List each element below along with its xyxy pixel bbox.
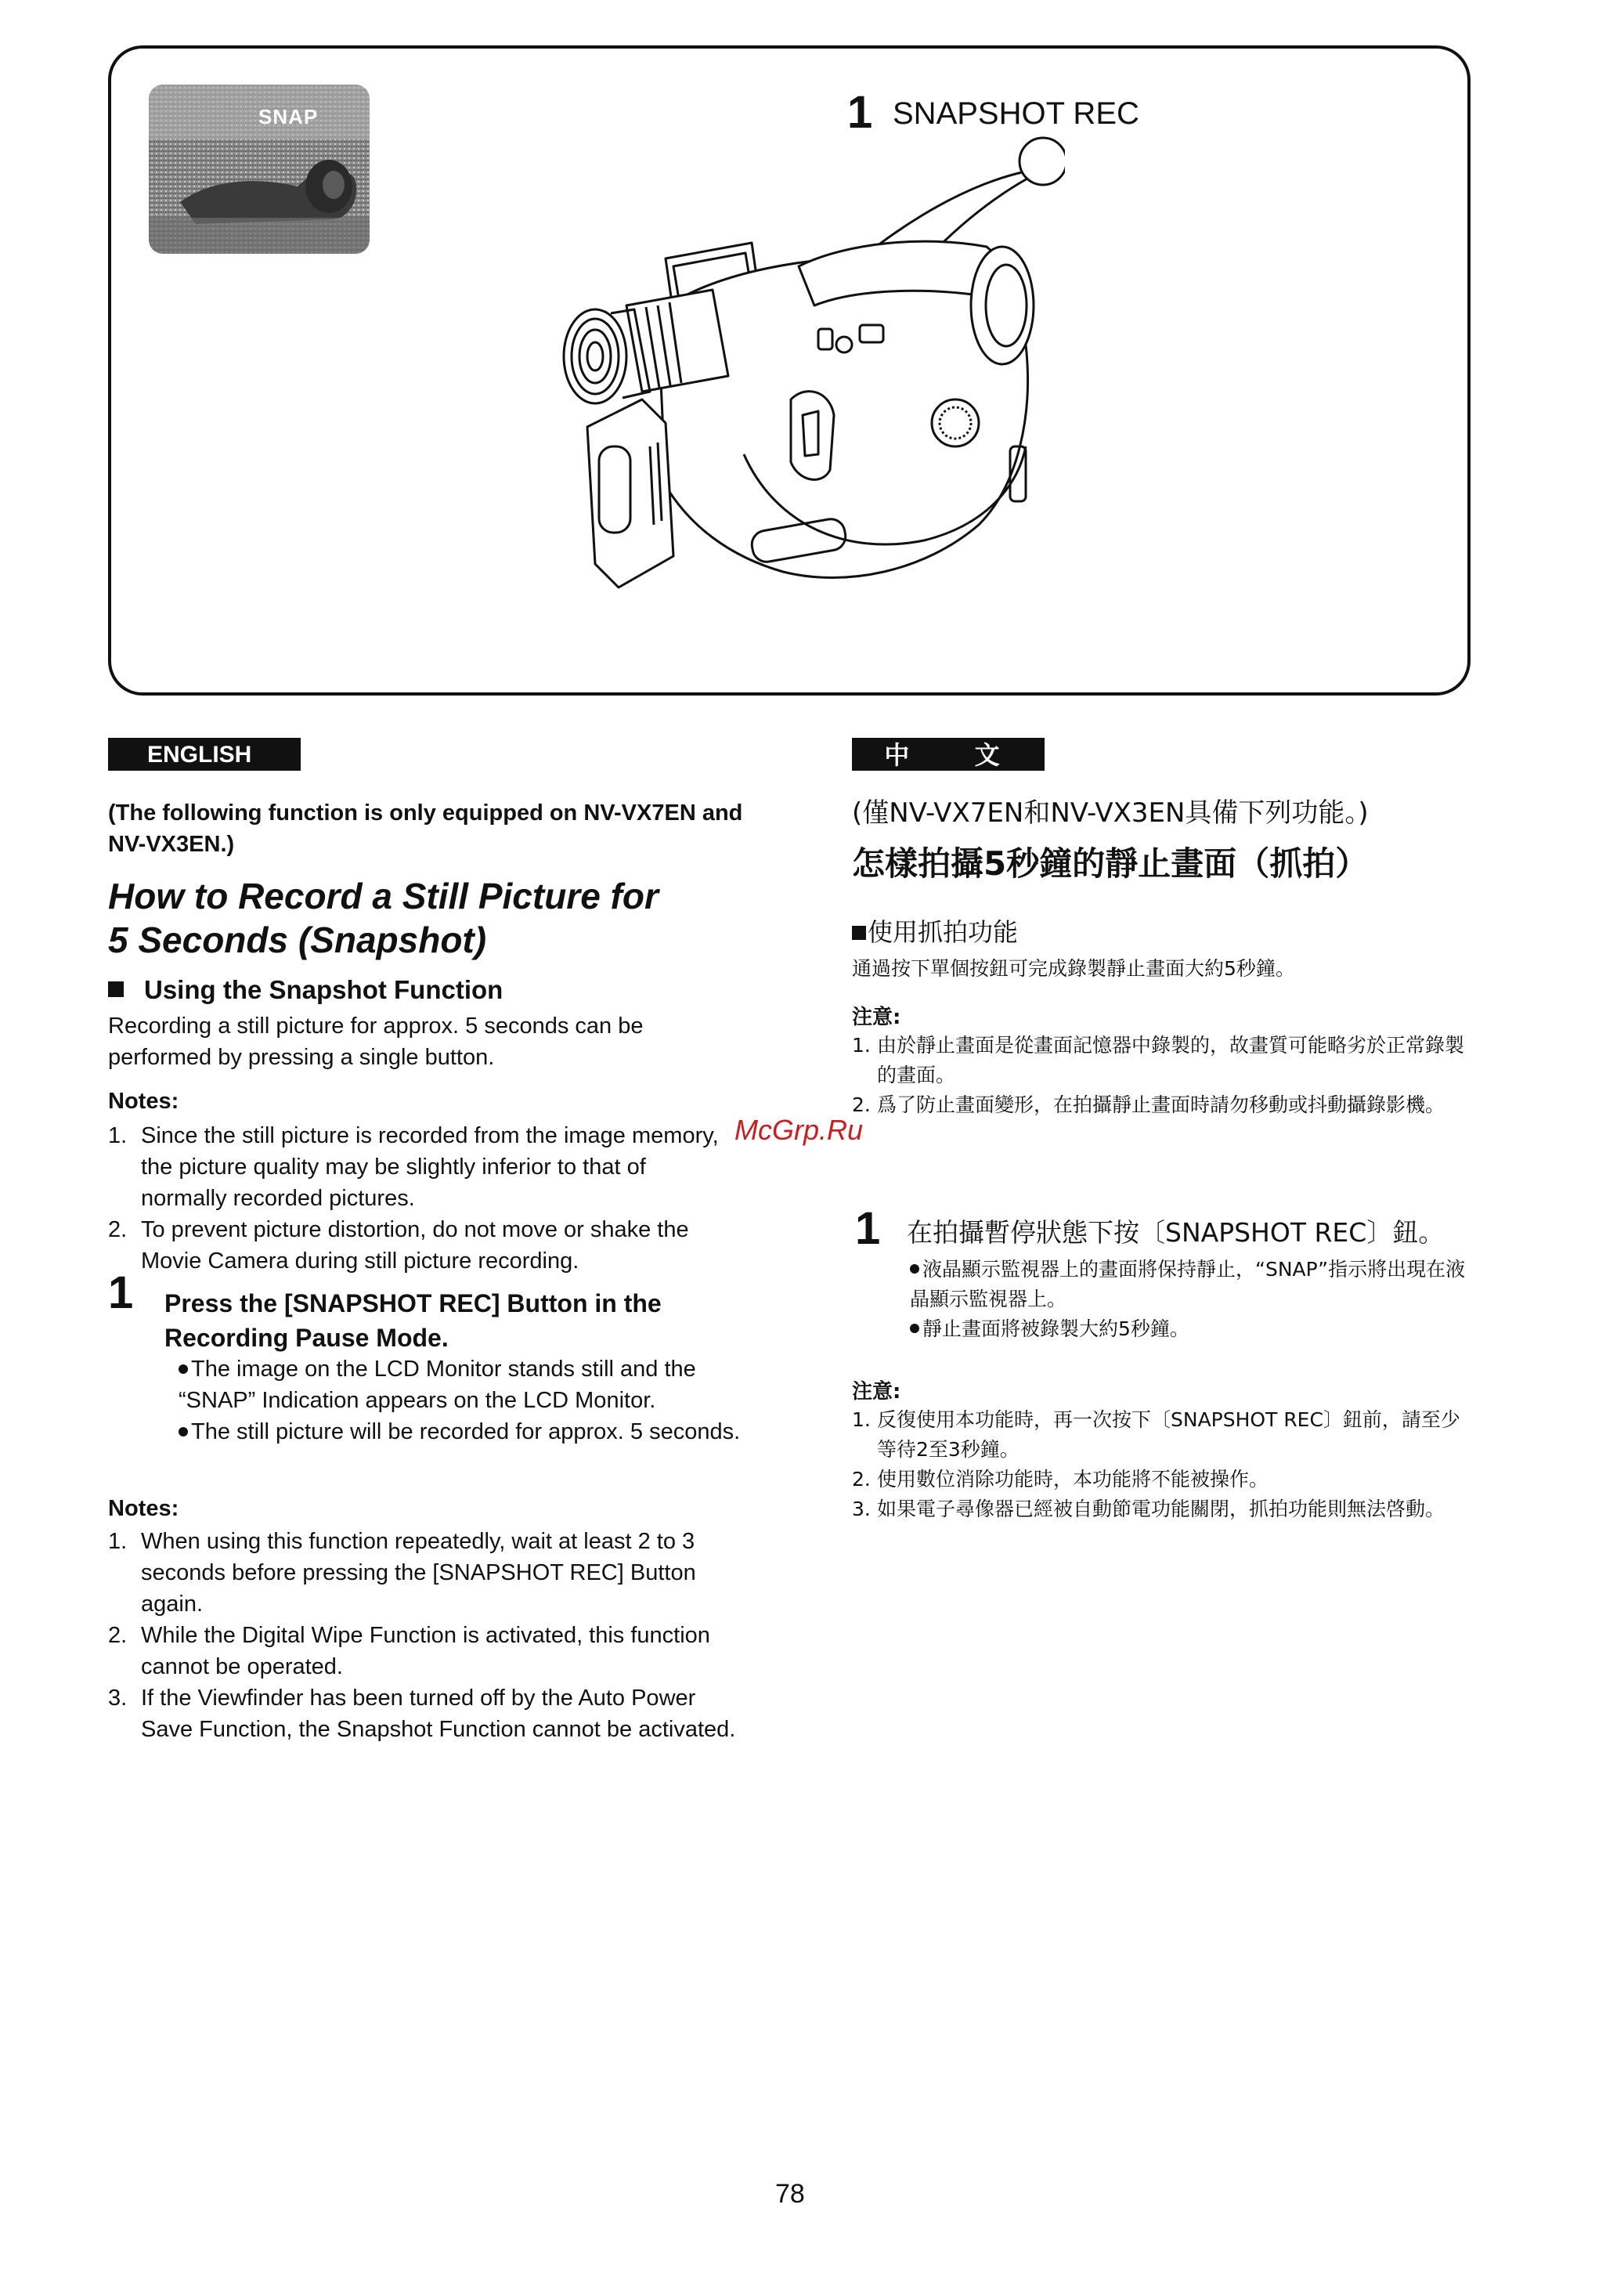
chinese-notes-list — [852, 1405, 1478, 1524]
title-line-1: How to Record a Still Picture for — [108, 876, 659, 916]
english-subheading-body: Recording a still picture for approx. 5 seconds can be performed by pressing a single button. — [108, 1014, 644, 1070]
note-item: 1. Since the still picture is recorded from the image memory, the picture quality may be slightly inferior to that of normally recorded pictures. — [108, 1123, 719, 1211]
subheading-text: 使用抓拍功能 — [868, 917, 1019, 947]
note-item: 2. To prevent picture distortion, do not move or shake the Movie Camera during still picture recording. — [108, 1217, 689, 1274]
callout-number: 1 — [847, 87, 873, 138]
bullet-dot-icon — [179, 1364, 188, 1374]
english-page-title — [108, 874, 797, 962]
english-notes-list — [108, 1526, 750, 1745]
chinese-subheading — [852, 915, 1018, 949]
step-bullet: 液晶顯示監視器上的畫面將保持靜止，“SNAP”指示將出現在液晶顯示監視器上。 — [910, 1258, 1466, 1310]
english-intro-note: (The following function is only equipped on NV-VX7EN and NV-VX3EN.) — [108, 800, 743, 857]
chinese-step-number: 1 — [855, 1203, 881, 1254]
english-notes-heading: Notes: — [108, 1089, 179, 1114]
subheading-text: Using the Snapshot Function — [144, 975, 503, 1004]
note-item: 3. 如果電子尋像器已經被自動節電功能關閉，抓拍功能則無法啓動。 — [852, 1498, 1445, 1520]
chinese-notes-list — [852, 1031, 1478, 1120]
english-notes-heading: Notes: — [108, 1496, 179, 1521]
camcorder-illustration — [517, 117, 1065, 650]
chinese-step-bullets — [910, 1255, 1481, 1344]
watermark-text: McGrp.Ru — [734, 1114, 864, 1146]
chinese-section-banner: 中 文 — [852, 738, 1045, 771]
english-step-number: 1 — [108, 1267, 134, 1318]
note-item: 2. 使用數位消除功能時，本功能將不能被操作。 — [852, 1468, 1269, 1491]
bullet-dot-icon — [910, 1264, 919, 1274]
english-step-bullets — [179, 1353, 758, 1447]
step-bullet: The still picture will be recorded for approx. 5 seconds. — [179, 1416, 758, 1447]
chinese-notes-heading: 注意: — [852, 1380, 901, 1404]
chinese-step-title: 在拍攝暫停狀態下按〔SNAPSHOT REC〕鈕。 — [907, 1217, 1445, 1248]
chinese-page-title: 怎樣拍攝5秒鐘的靜止畫面（抓拍） — [852, 844, 1369, 883]
bullet-dot-icon — [910, 1324, 919, 1333]
step-bullet: The image on the LCD Monitor stands still and the “SNAP” Indication appears on the LCD Monitor. — [179, 1357, 696, 1413]
note-item: 2. While the Digital Wipe Function is activated, this function cannot be operated. — [108, 1623, 710, 1679]
note-item: 2. 爲了防止畫面變形，在拍攝靜止畫面時請勿移動或抖動攝錄影機。 — [852, 1093, 1445, 1116]
title-line-2: 5 Seconds (Snapshot) — [108, 920, 487, 960]
note-item: 1. 由於靜止畫面是從畫面記憶器中錄製的，故畫質可能略劣於正常錄製的畫面。 — [852, 1034, 1465, 1086]
square-bullet-icon — [852, 926, 866, 940]
english-notes-list — [108, 1120, 734, 1277]
snap-indicator-label: SNAP — [258, 105, 319, 128]
chinese-intro-note: (僅NV-VX7EN和NV-VX3EN具備下列功能。) — [852, 797, 1369, 829]
note-item: 3. If the Viewfinder has been turned off by the Auto Power Save Function, the Snapshot Function cannot be activated. — [108, 1686, 736, 1742]
step-bullet: 靜止畫面將被錄製大約5秒鐘。 — [910, 1314, 1481, 1344]
chinese-notes-heading: 注意: — [852, 1006, 901, 1029]
callout-label: SNAPSHOT REC — [893, 96, 1139, 131]
bullet-dot-icon — [179, 1427, 188, 1436]
square-bullet-icon — [108, 981, 124, 997]
note-item: 1. 反復使用本功能時，再一次按下〔SNAPSHOT REC〕鈕前，請至少等待2至3秒鐘。 — [852, 1408, 1460, 1461]
english-subheading — [108, 974, 503, 1006]
page-number: 78 — [775, 2179, 805, 2209]
note-item: 1. When using this function repeatedly, wait at least 2 to 3 seconds before pressing the [SNAPSHOT REC] Button again. — [108, 1529, 696, 1617]
english-section-banner: ENGLISH — [108, 738, 301, 771]
chinese-subheading-body: 通過按下單個按鈕可完成錄製靜止畫面大約5秒鐘。 — [852, 957, 1295, 980]
english-step-title: Press the [SNAPSHOT REC] Button in the Recording Pause Mode. — [164, 1289, 662, 1352]
